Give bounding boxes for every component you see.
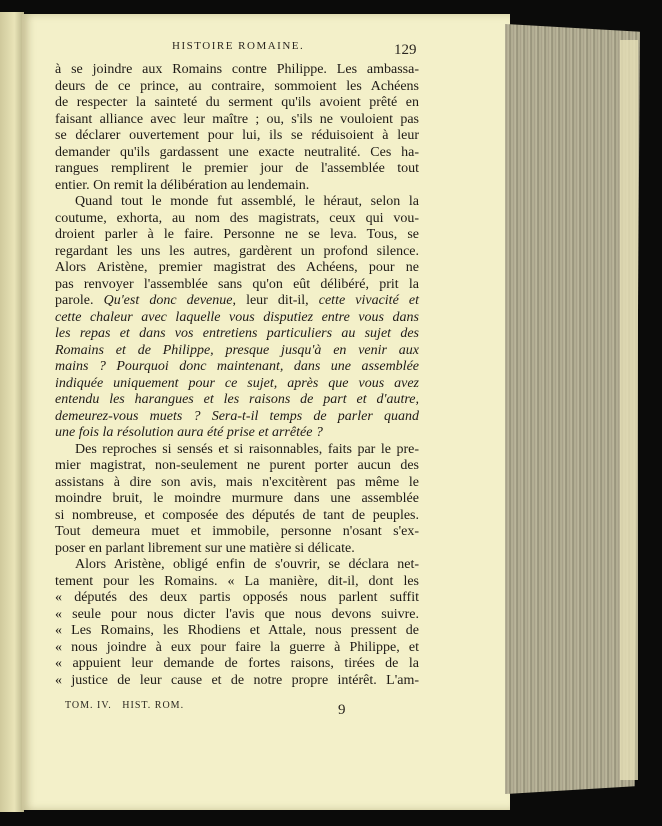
text-segment: rangues remplirent le premier jour de l'assemblée tout — [55, 161, 419, 176]
text-line — [55, 343, 419, 360]
text-line — [55, 640, 419, 657]
text-line — [55, 194, 419, 211]
facing-page-edge — [0, 12, 24, 812]
text-line — [55, 310, 419, 327]
text-line — [55, 145, 419, 162]
signature-note: TOM. IV. HIST. ROM. — [65, 700, 185, 711]
text-line — [55, 491, 419, 508]
italic-text-segment: mains ? Pourquoi donc maintenant, dans une assemblée — [55, 359, 419, 374]
text-line — [55, 79, 419, 96]
text-line — [55, 211, 419, 228]
italic-text-segment: cette chaleur avec laquelle vous disputiez entre vous dans — [55, 309, 419, 325]
text-segment: « Les Romains, les Rhodiens et Attale, nous pressent de — [55, 623, 419, 638]
italic-text-segment: Qu'est donc devenue — [103, 293, 233, 308]
text-segment: de respecter la sainteté du serment qu'ils avoient prêté en — [55, 95, 419, 110]
text-segment: entier. On remit la délibération au lendemain. — [55, 177, 310, 193]
text-segment: coutume, exhorta, au nom des magistrats, ceux qui vou- — [55, 210, 419, 226]
page-number: 129 — [394, 42, 417, 58]
text-line — [55, 260, 419, 277]
text-line — [55, 244, 419, 261]
text-segment: à se joindre aux Romains contre Philippe. Les ambassa- — [55, 62, 419, 77]
italic-text-segment: indiquée uniquement pour ce sujet, après que vous avez — [55, 375, 419, 391]
text-line — [55, 524, 419, 541]
text-line — [55, 392, 419, 409]
text-segment: pas renvoyer l'assemblée sans qu'on eût délibéré, prit la — [55, 276, 419, 292]
text-line — [55, 376, 419, 393]
text-line — [55, 590, 419, 607]
italic-text-segment: entendu les harangues et les raisons de part et d'autre, — [55, 392, 419, 407]
text-line — [55, 326, 419, 343]
text-segment: moindre bruit, le moindre murmure dans une assemblée — [55, 491, 419, 506]
text-segment: poser en parlant librement sur une matière si délicate. — [55, 540, 355, 556]
text-line — [55, 656, 419, 673]
text-line — [55, 95, 419, 112]
text-line — [55, 227, 419, 244]
text-segment: Quand tout le monde fut assemblé, le héraut, selon la — [75, 194, 419, 209]
text-segment: regardant les uns les autres, gardèrent un profond silence. — [55, 243, 419, 259]
text-line — [55, 574, 419, 591]
text-line — [55, 623, 419, 640]
text-line — [55, 425, 419, 442]
signature-mark: 9 — [338, 702, 346, 718]
text-segment: deurs de ce prince, au contraire, sommoient les Achéens — [55, 78, 419, 94]
text-segment: demander qu'ils gardassent une exacte neutralité. Ces ha- — [55, 144, 419, 160]
text-segment: si nombreuse, et composée des députés de tant de peuples. — [55, 507, 419, 523]
text-segment: droient parler à le faire. Personne ne se leva. Tous, se — [55, 227, 419, 242]
italic-text-segment: Romains et de Philippe, presque jusqu'à en venir aux — [55, 342, 419, 358]
text-line — [55, 409, 419, 426]
text-segment: Alors Aristène, obligé enfin de s'ouvrir, se déclara net- — [75, 557, 419, 572]
text-line — [55, 475, 419, 492]
text-line — [55, 128, 419, 145]
italic-text-segment: une fois la résolution aura été prise et arrêtée ? — [55, 425, 323, 440]
text-line — [55, 607, 419, 624]
italic-text-segment: demeurez-vous muets ? Sera-t-il temps de parler quand — [55, 408, 419, 424]
text-line — [55, 541, 419, 558]
text-segment: « appuient leur demande de fortes raisons, tirées de la — [55, 656, 419, 671]
cover-edge — [620, 40, 638, 780]
text-line — [55, 293, 419, 310]
text-segment: « justice de leur cause et de notre propre intérêt. L'am- — [55, 672, 419, 688]
text-segment: « nous joindre à eux pour faire la guerre à Philippe, et — [55, 639, 419, 655]
text-segment: , leur dit-il, — [232, 293, 319, 308]
text-segment: « députés des deux partis opposés nous parlent suffit — [55, 590, 419, 605]
body-text — [55, 62, 419, 689]
text-segment: parole. — [55, 293, 104, 308]
text-line — [55, 161, 419, 178]
text-segment: assistans à dire son avis, mais n'excitèrent pas même le — [55, 474, 419, 490]
text-line — [55, 178, 419, 195]
text-line — [55, 112, 419, 129]
text-line — [55, 62, 419, 79]
text-line — [55, 458, 419, 475]
text-segment: Tout demeura muet et immobile, personne n'osant s'ex- — [55, 524, 419, 539]
text-line — [55, 508, 419, 525]
text-line — [55, 277, 419, 294]
text-line — [55, 442, 419, 459]
text-segment: Alors Aristène, premier magistrat des Achéens, pour ne — [55, 260, 419, 275]
text-segment: « seule pour nous dicter l'avis que nous devons suivre. — [55, 606, 419, 622]
italic-text-segment: les repas et dans vos entretiens particuliers au sujet des — [55, 326, 419, 341]
text-segment: Des reproches si sensés et si raisonnables, faits par le pre- — [75, 441, 419, 457]
text-segment: se déclarer ouvertement pour lui, ils se réduisoient à leur — [55, 128, 419, 143]
text-line — [55, 673, 419, 690]
running-title: HISTOIRE ROMAINE. — [172, 40, 305, 52]
text-line — [55, 557, 419, 574]
text-segment: faisant alliance avec leur maître ; ou, s'ils ne vouloient pas — [55, 111, 419, 127]
text-line — [55, 359, 419, 376]
italic-text-segment: cette vivacité et — [318, 293, 419, 308]
text-segment: tement pour les Romains. « La manière, dit-il, dont les — [55, 573, 419, 589]
text-segment: mier magistrat, non-seulement ne purent porter aucun des — [55, 458, 419, 473]
